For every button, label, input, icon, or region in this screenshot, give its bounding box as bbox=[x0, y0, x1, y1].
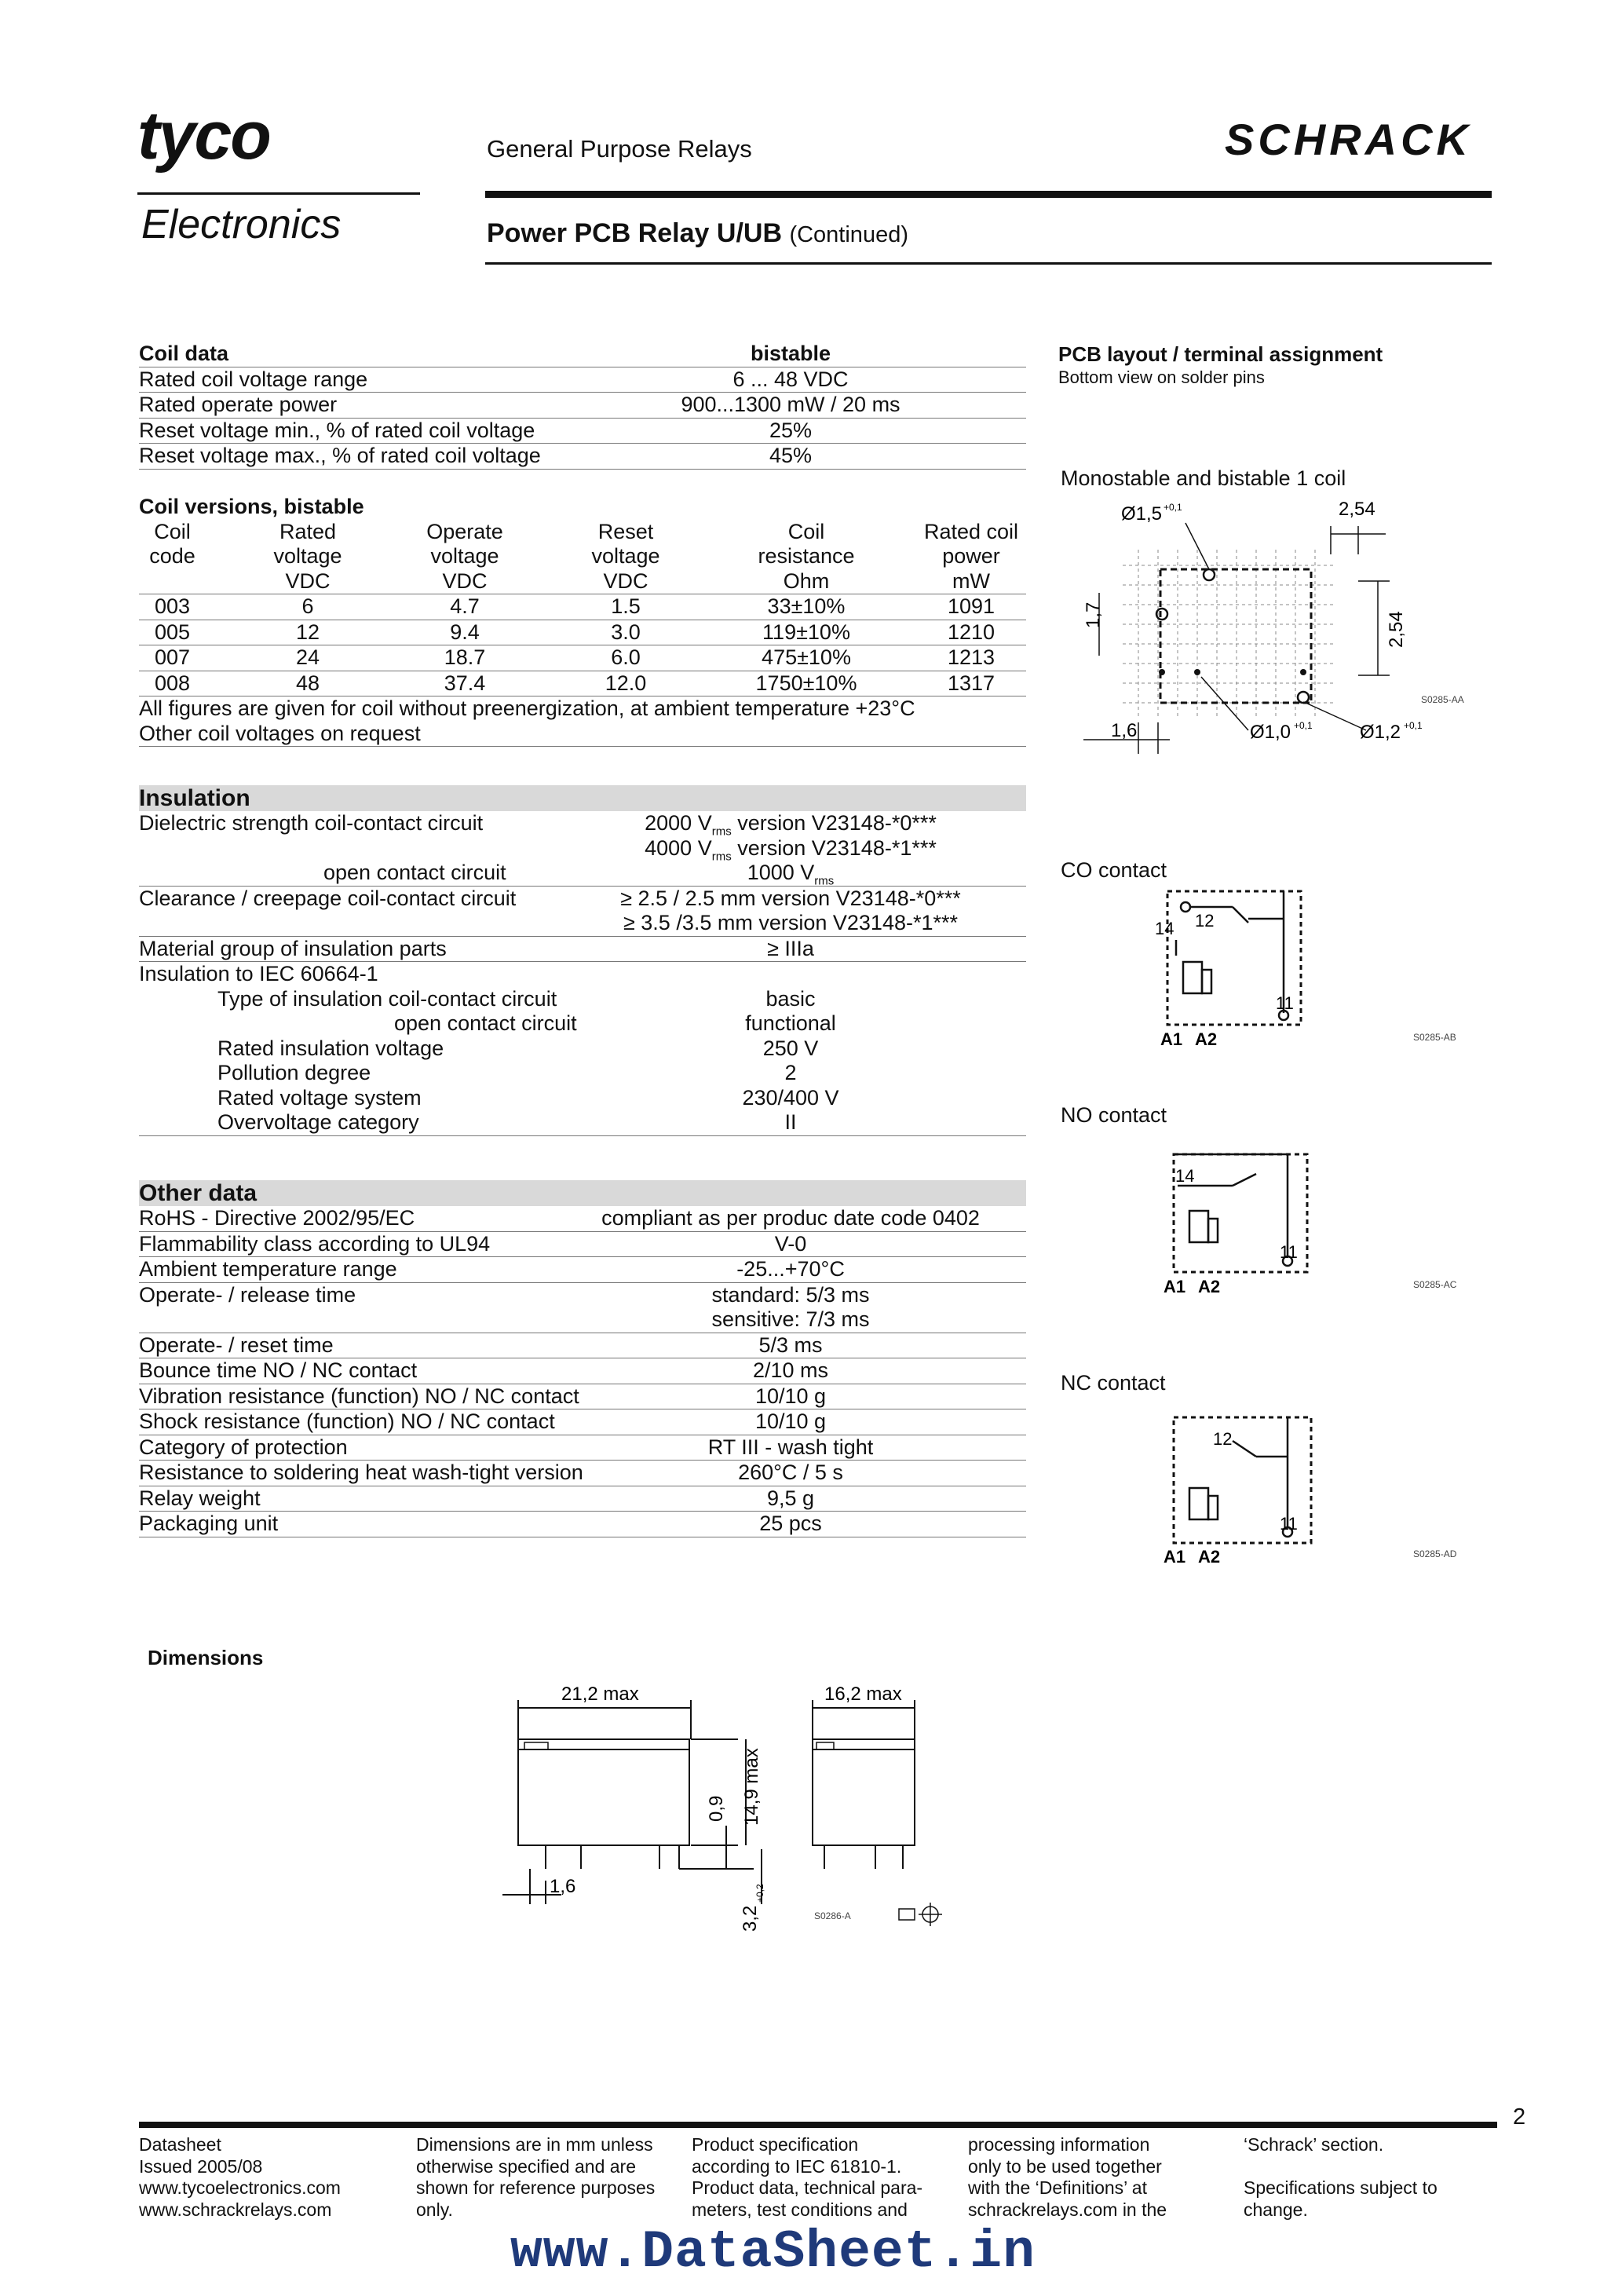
coil-versions-header-1: Coil Rated Operate Reset Coil Rated coil bbox=[154, 519, 1019, 543]
other-data-table bbox=[139, 1180, 1026, 1537]
footer-col-4: processing information only to be used together with the ‘Definitions’ at schrackrelays.com in the bbox=[968, 2134, 1167, 2220]
no-contact-label: NO contact bbox=[1061, 1103, 1167, 1127]
coil-data-table bbox=[139, 342, 1026, 470]
terminal-a2: A2 bbox=[1198, 1277, 1221, 1296]
tyco-logo: tyco bbox=[137, 98, 270, 174]
table-row: Reset voltage min., % of rated coil voltage 25% bbox=[139, 419, 1026, 444]
tol-d10: +0,1 bbox=[1294, 720, 1313, 731]
co-contact-label: CO contact bbox=[1061, 858, 1167, 882]
tol-d15: +0,1 bbox=[1164, 502, 1182, 513]
coil-note: All figures are given for coil without preenergization, at ambient temperature +23°C bbox=[139, 696, 915, 720]
co-contact-diagram bbox=[1154, 883, 1484, 1048]
terminal-11: 11 bbox=[1280, 1514, 1298, 1534]
table-row: Rated insulation voltage 250 V bbox=[217, 1036, 819, 1060]
table-row: Shock resistance (function) NO / NC contact 10/10 g bbox=[139, 1409, 1026, 1435]
table-row: 003 6 4.7 1.5 33±10% 1091 bbox=[139, 594, 1026, 620]
table-row: Relay weight 9,5 g bbox=[139, 1486, 1026, 1512]
table-row: Ambient temperature range -25...+70°C bbox=[139, 1257, 1026, 1283]
pin-dot bbox=[1300, 669, 1306, 675]
pin-hole bbox=[1298, 692, 1309, 703]
table-row: open contact circuit functional bbox=[394, 1011, 836, 1035]
table-row: Operate- / reset time 5/3 ms bbox=[139, 1333, 1026, 1359]
dim-17: 1,7 bbox=[1083, 601, 1104, 628]
table-row: Insulation to IEC 60664-1 bbox=[139, 962, 378, 985]
terminal-a1: A1 bbox=[1160, 1029, 1183, 1048]
table-row: sensitive: 7/3 ms bbox=[139, 1307, 1026, 1333]
dim-32: 3,2 bbox=[740, 1905, 761, 1932]
table-row: 007 24 18.7 6.0 475±10% 1213 bbox=[139, 645, 1026, 671]
table-row: Rated coil voltage range 6 ... 48 VDC bbox=[139, 367, 1026, 393]
table-row: Operate- / release time standard: 5/3 ms bbox=[139, 1282, 870, 1307]
pin-dot bbox=[1159, 669, 1165, 675]
dimensions-drawing bbox=[502, 1676, 958, 1943]
footer-rule bbox=[139, 2122, 1497, 2128]
tol-d12: +0,1 bbox=[1404, 720, 1423, 731]
table-row: 008 48 37.4 12.0 1750±10% 1317 bbox=[139, 671, 1026, 697]
category-title: General Purpose Relays bbox=[487, 135, 752, 163]
dimensions-heading: Dimensions bbox=[148, 1646, 264, 1669]
drawing-code: S0285-AA bbox=[1421, 694, 1464, 705]
drawing-code: S0286-A bbox=[814, 1910, 851, 1921]
coil-versions-header-3: VDC VDC VDC Ohm mW bbox=[139, 569, 1026, 595]
coil-versions-heading: Coil versions, bistable bbox=[139, 495, 364, 518]
other-data-heading: Other data bbox=[139, 1180, 1026, 1206]
insulation-table bbox=[139, 785, 1026, 1136]
coil-versions-table bbox=[139, 495, 1026, 747]
table-row: Packaging unit 25 pcs bbox=[139, 1512, 1026, 1537]
dim-width-side: 16,2 max bbox=[824, 1684, 902, 1705]
table-row: Resistance to soldering heat wash-tight version 260°C / 5 s bbox=[139, 1461, 1026, 1486]
table-row: Bounce time NO / NC contact 2/10 ms bbox=[139, 1358, 1026, 1384]
drawing-code: S0285-AC bbox=[1413, 1279, 1457, 1290]
table-row: ≥ 3.5 /3.5 mm version V23148-*1*** bbox=[139, 911, 1026, 937]
terminal-12: 12 bbox=[1213, 1429, 1233, 1449]
footer-col-1: Datasheet Issued 2005/08 www.tycoelectronics.com www.schrackrelays.com bbox=[139, 2134, 341, 2220]
electronics-logo-text: Electronics bbox=[141, 202, 342, 247]
coil-data-heading: Coil data bistable bbox=[139, 342, 1026, 367]
header-rule bbox=[485, 191, 1492, 198]
watermark-link[interactable]: www.DataSheet.in bbox=[510, 2222, 1036, 2283]
no-contact-diagram bbox=[1154, 1139, 1484, 1303]
table-row: 4000 $V_{rms}$ version V23148-*1*** bbox=[645, 835, 937, 863]
table-row: Pollution degree 2 bbox=[217, 1061, 797, 1084]
terminal-12: 12 bbox=[1195, 911, 1215, 930]
pcb-heading: PCB layout / terminal assignment bbox=[1058, 342, 1383, 366]
insulation-heading: Insulation bbox=[139, 785, 1026, 811]
dim-254-v: 2,54 bbox=[1386, 611, 1407, 648]
table-row: Clearance / creepage coil-contact circuit ≥ 2.5 / 2.5 mm version V23148-*0*** bbox=[139, 886, 961, 910]
terminal-14: 14 bbox=[1155, 919, 1174, 938]
table-row: 005 12 9.4 3.0 119±10% 1210 bbox=[139, 620, 1026, 646]
pcb-subheading: Bottom view on solder pins bbox=[1058, 367, 1265, 387]
table-row: Vibration resistance (function) NO / NC contact 10/10 g bbox=[139, 1384, 1026, 1410]
terminal-a2: A2 bbox=[1195, 1029, 1218, 1048]
nc-contact-diagram bbox=[1154, 1406, 1484, 1570]
schrack-logo: SCHRACK bbox=[1225, 115, 1472, 164]
terminal-11: 11 bbox=[1280, 1242, 1298, 1262]
dim-254-h: 2,54 bbox=[1339, 499, 1375, 520]
footer-col-2: Dimensions are in mm unless otherwise specified and are shown for reference purposes only. bbox=[416, 2134, 656, 2220]
title-rule bbox=[485, 262, 1492, 265]
terminal-a2: A2 bbox=[1198, 1547, 1221, 1567]
table-row: Rated voltage system 230/400 V bbox=[217, 1085, 839, 1110]
page-number: 2 bbox=[1513, 2104, 1526, 2130]
pcb-layout-drawing bbox=[1076, 495, 1492, 762]
page-title: Power PCB Relay U/UB (Continued) bbox=[487, 218, 908, 248]
drawing-code: S0285-AB bbox=[1413, 1032, 1456, 1043]
table-row: Dielectric strength coil-contact circuit 2000 $V_{rms}$ version V23148-*0*** bbox=[139, 811, 937, 839]
terminal-14: 14 bbox=[1175, 1166, 1195, 1186]
dim-height: 14,9 max bbox=[741, 1748, 762, 1826]
table-row: Flammability class according to UL94 V-0 bbox=[139, 1232, 1026, 1258]
dim-d15: Ø1,5 bbox=[1121, 503, 1163, 525]
table-row: RoHS - Directive 2002/95/EC compliant as per produc date code 0402 bbox=[139, 1206, 1026, 1232]
dim-pin-16: 1,6 bbox=[550, 1876, 576, 1897]
table-row: Category of protection RT III - wash tight bbox=[139, 1435, 1026, 1461]
coil-versions-header-2: code voltage voltage voltage resistance power bbox=[149, 544, 1000, 568]
footer-col-3: Product specification according to IEC 61810-1. Product data, technical para- meters, test conditions and bbox=[692, 2134, 923, 2220]
mono-label: Monostable and bistable 1 coil bbox=[1061, 466, 1346, 490]
pin-hole bbox=[1204, 569, 1215, 580]
dim-width-front: 21,2 max bbox=[561, 1684, 639, 1705]
coil-note: Other coil voltages on request bbox=[139, 722, 1026, 748]
table-row: Type of insulation coil-contact circuit basic bbox=[217, 986, 816, 1011]
drawing-code: S0285-AD bbox=[1413, 1548, 1457, 1559]
terminal-a1: A1 bbox=[1164, 1277, 1186, 1296]
table-row: Rated operate power 900...1300 mW / 20 ms bbox=[139, 393, 1026, 419]
dim-d10: Ø1,0 bbox=[1250, 722, 1291, 743]
logo-divider bbox=[137, 192, 420, 195]
table-row: open contact circuit 1000 $V_{rms}$ bbox=[139, 861, 1026, 887]
terminal-11: 11 bbox=[1276, 993, 1294, 1013]
dim-32-tol: +0,2 bbox=[754, 1884, 765, 1903]
dim-09: 0,9 bbox=[706, 1795, 727, 1822]
dim-d12: Ø1,2 bbox=[1360, 722, 1401, 743]
table-row: Reset voltage max., % of rated coil voltage 45% bbox=[139, 444, 1026, 470]
dim-16: 1,6 bbox=[1111, 720, 1138, 741]
table-row: Material group of insulation parts ≥ IIIa bbox=[139, 937, 1026, 963]
table-row: Overvoltage category II bbox=[139, 1110, 1026, 1136]
nc-contact-label: NC contact bbox=[1061, 1371, 1166, 1395]
terminal-a1: A1 bbox=[1164, 1547, 1186, 1567]
pin-dot bbox=[1194, 669, 1200, 675]
footer-col-5: ‘Schrack’ section. Specifications subject to change. bbox=[1244, 2134, 1438, 2220]
